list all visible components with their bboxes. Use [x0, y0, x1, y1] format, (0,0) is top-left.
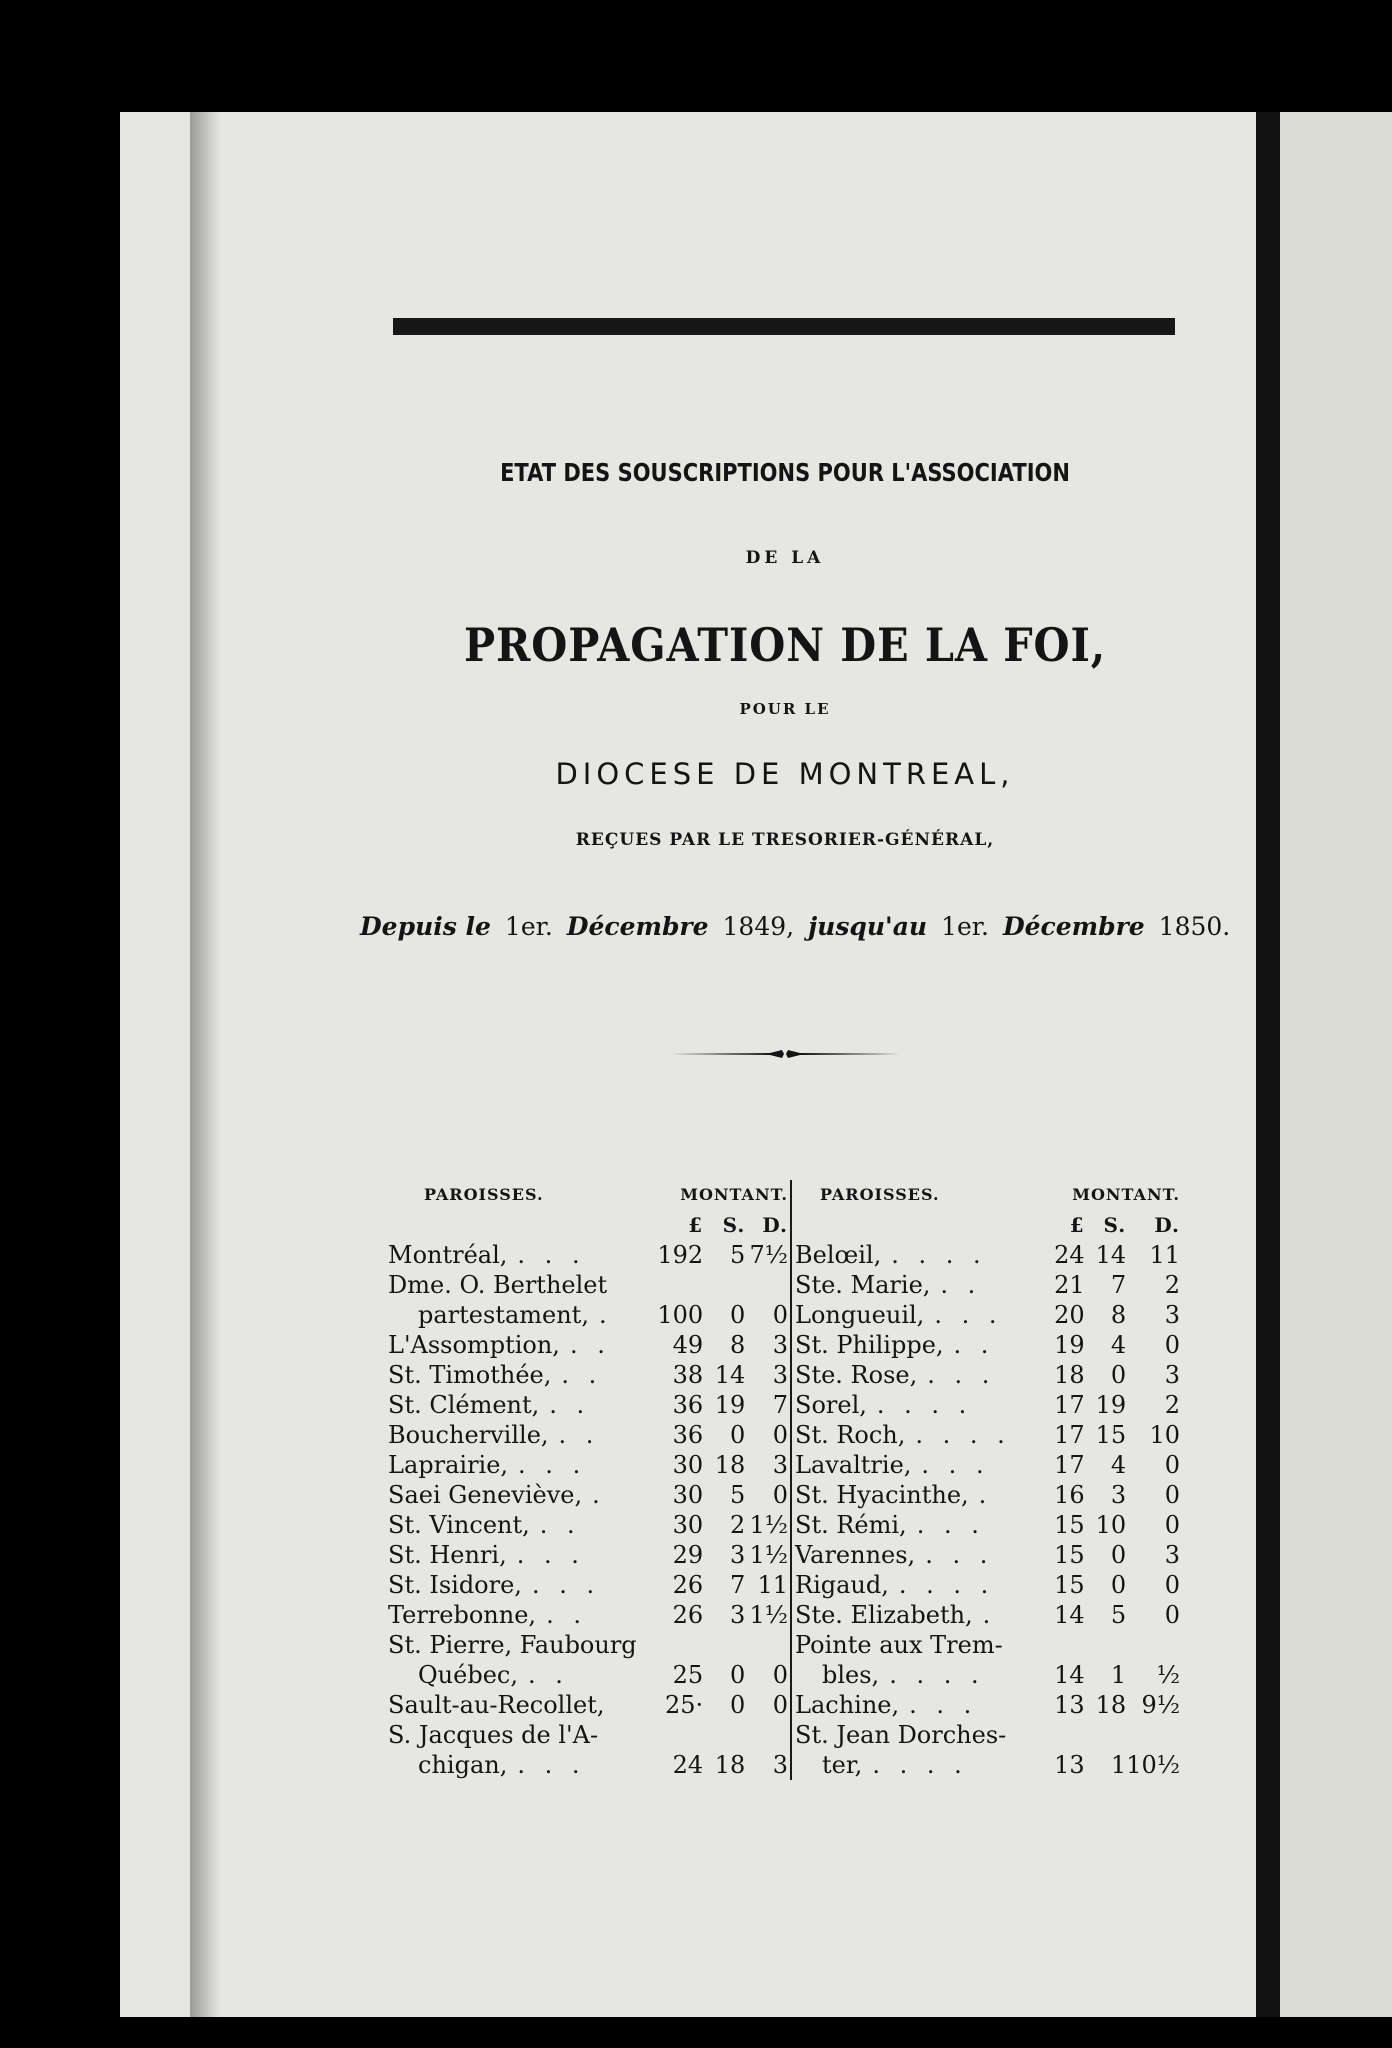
parish-label: St. Isidore, [388, 1571, 522, 1599]
table-row [388, 1390, 788, 1420]
leader-dots: . . [539, 1511, 581, 1539]
unit-pounds: £ [1069, 1213, 1085, 1237]
parish-name [791, 1360, 1037, 1390]
amount-l: 14 [1054, 1601, 1085, 1629]
amount-d: 1½ [749, 1541, 788, 1569]
parish-label: Sorel, [795, 1391, 867, 1419]
table-row [791, 1420, 1180, 1450]
leader-dots: . . . . [915, 1421, 1011, 1449]
amount-l: 13 [1054, 1751, 1085, 1779]
amount-d: 0 [772, 1481, 788, 1509]
table-row [388, 1330, 788, 1360]
leader-dots: . . . . [898, 1571, 995, 1599]
parish-name [388, 1720, 647, 1750]
amount-d [745, 1270, 788, 1300]
table-row [388, 1600, 788, 1630]
parish-label: Pointe aux Trem- [795, 1631, 1003, 1659]
amount-d [1126, 1630, 1180, 1660]
parish-name [388, 1570, 647, 1600]
amount-d: 3 [772, 1331, 788, 1359]
amount-l [647, 1270, 703, 1300]
heading-title: PROPAGATION DE LA FOI, [463, 618, 1107, 672]
leader-dots: . . . . [889, 1661, 985, 1689]
amount-l: 24 [1054, 1241, 1085, 1269]
leader-dots: . . . [927, 1361, 996, 1389]
amount-s: 8 [730, 1331, 746, 1359]
parish-name [791, 1330, 1037, 1360]
amount-l [647, 1720, 703, 1750]
parish-label: St. Hyacinthe, [795, 1481, 969, 1509]
amount-d: 7 [772, 1391, 788, 1419]
amount-d: 1½ [749, 1511, 788, 1539]
period-start-day: 1er. [504, 912, 553, 941]
parish-label: Montréal, [388, 1241, 508, 1269]
parish-label: St. Clément, [388, 1391, 540, 1419]
leader-dots: . . [561, 1361, 603, 1389]
parish-label: St. Timothée, [388, 1361, 552, 1389]
amount-d: 2 [1164, 1391, 1180, 1419]
parish-label: Varennes, [795, 1541, 916, 1569]
parish-name [791, 1300, 1037, 1330]
period-start-month: Décembre [566, 912, 709, 941]
amount-l: 29 [672, 1541, 704, 1569]
amount-s: 0 [730, 1661, 746, 1689]
parish-name [791, 1270, 1037, 1300]
leader-dots: . . . [934, 1301, 1003, 1329]
table-row [388, 1510, 788, 1540]
parish-label: ter, [822, 1751, 863, 1779]
amount-d: 0 [772, 1301, 788, 1329]
amount-s: 1 [1110, 1751, 1127, 1779]
amount-d: 2 [1164, 1271, 1180, 1299]
amount-d: 3 [772, 1451, 788, 1479]
leader-dots: . . . [518, 1451, 587, 1479]
table-row [388, 1630, 788, 1660]
leader-dots: . . [569, 1331, 611, 1359]
amount-d: 0 [772, 1691, 788, 1719]
amount-s: 4 [1110, 1331, 1127, 1359]
leader-dots: . . . [531, 1571, 601, 1599]
parish-label: Ste. Marie, [795, 1271, 931, 1299]
amount-s: 0 [730, 1301, 746, 1329]
table-row [791, 1750, 1180, 1780]
period-end-month: Décembre [1002, 912, 1145, 941]
amount-s [703, 1720, 745, 1750]
unit-shillings: S. [722, 1213, 746, 1237]
parish-label: L'Assomption, [388, 1331, 560, 1359]
parish-name [388, 1420, 647, 1450]
leader-dots: . . . [516, 1541, 585, 1569]
amount-l: 26 [672, 1601, 704, 1629]
leader-dots: . . [527, 1661, 569, 1689]
amount-l: 18 [1054, 1361, 1085, 1389]
ledger-right [790, 1180, 1180, 1780]
parish-name [791, 1690, 1037, 1720]
parish-label: Laprairie, [388, 1451, 509, 1479]
table-row [791, 1300, 1180, 1330]
col-paroisses-right: PAROISSES. [820, 1185, 940, 1204]
period-start-year: 1849, [722, 912, 795, 941]
parish-name [791, 1750, 1037, 1780]
amount-l: 17 [1054, 1451, 1085, 1479]
amount-l: 36 [672, 1421, 704, 1449]
leader-dots: . . . [517, 1241, 586, 1269]
amount-l: 15 [1054, 1511, 1085, 1539]
amount-d: 0 [1164, 1511, 1180, 1539]
amount-d: 0 [772, 1421, 788, 1449]
amount-l [1037, 1720, 1085, 1750]
table-row [791, 1660, 1180, 1690]
amount-d: 9½ [1141, 1691, 1180, 1719]
amount-s: 18 [714, 1451, 746, 1479]
amount-l [1037, 1630, 1085, 1660]
parish-name [388, 1450, 647, 1480]
parish-name [791, 1480, 1037, 1510]
amount-l: 13 [1054, 1691, 1085, 1719]
amount-l: 21 [1054, 1271, 1085, 1299]
leader-dots: . . . [921, 1451, 990, 1479]
table-row [388, 1480, 788, 1510]
amount-l: 25 [672, 1661, 704, 1689]
leader-dots: . . [558, 1421, 600, 1449]
amount-s [1085, 1630, 1127, 1660]
parish-label: Ste. Rose, [795, 1361, 918, 1389]
leader-dots: . . . [925, 1541, 994, 1569]
top-rule [393, 318, 1175, 332]
parish-label: Terrebonne, [388, 1601, 537, 1629]
amount-l: 36 [672, 1391, 704, 1419]
amount-s: 0 [730, 1421, 746, 1449]
table-row [791, 1630, 1180, 1660]
amount-l: 25· [664, 1691, 704, 1719]
leader-dots: . . [546, 1601, 587, 1629]
table-row [791, 1540, 1180, 1570]
period-end-year: 1850. [1158, 912, 1231, 941]
leader-dots: . . . . [891, 1241, 987, 1269]
parish-label: Rigaud, [795, 1571, 889, 1599]
unit-pounds: £ [688, 1213, 704, 1237]
table-row [388, 1240, 788, 1270]
table-row [791, 1240, 1180, 1270]
ledger-left [388, 1180, 788, 1780]
amount-l: 15 [1054, 1541, 1085, 1569]
parish-name [791, 1390, 1037, 1420]
leader-dots: . [978, 1481, 993, 1509]
amount-d: 3 [1164, 1301, 1180, 1329]
heading-line-1: ETAT DES SOUSCRIPTIONS POUR L'ASSOCIATION [500, 458, 1070, 487]
table-row [388, 1690, 788, 1720]
parish-name [388, 1390, 647, 1420]
amount-d: 0 [1164, 1571, 1180, 1599]
amount-l [647, 1630, 703, 1660]
parish-label: Sault-au-Recollet, [388, 1691, 605, 1719]
amount-s: 15 [1095, 1421, 1127, 1449]
col-paroisses-left: PAROISSES. [424, 1185, 544, 1204]
period-jusqu: jusqu'au [808, 912, 928, 941]
table-row [791, 1480, 1180, 1510]
parish-label: Belœil, [795, 1241, 882, 1269]
amount-d: 0 [1164, 1481, 1180, 1509]
amount-s: 0 [1110, 1361, 1127, 1389]
table-row [791, 1270, 1180, 1300]
heading-line-2: DE LA [745, 548, 825, 568]
parish-name [388, 1750, 647, 1780]
leader-dots: . . [953, 1331, 995, 1359]
table-row [791, 1720, 1180, 1750]
amount-s [703, 1270, 745, 1300]
table-row [388, 1420, 788, 1450]
leader-dots: . [982, 1601, 997, 1629]
amount-l: 49 [672, 1331, 704, 1359]
table-row [791, 1390, 1180, 1420]
leader-dots: . . [940, 1271, 982, 1299]
unit-pence: D. [1154, 1213, 1180, 1237]
parish-label: Lachine, [795, 1691, 900, 1719]
parish-label: St. Jean Dorches- [795, 1721, 1007, 1749]
amount-s: 14 [714, 1361, 746, 1389]
parish-label: chigan, [418, 1751, 508, 1779]
amount-s: 5 [1110, 1601, 1127, 1629]
parish-label: Saei Geneviève, [388, 1481, 583, 1509]
parish-name [791, 1570, 1037, 1600]
amount-d: 3 [1164, 1541, 1180, 1569]
amount-s: 10 [1095, 1511, 1127, 1539]
parish-name [791, 1240, 1037, 1270]
amount-s: 4 [1110, 1451, 1127, 1479]
amount-d [745, 1630, 788, 1660]
col-montant-right: MONTANT. [1072, 1185, 1180, 1204]
amount-d: 3 [1164, 1361, 1180, 1389]
parish-name [791, 1600, 1037, 1630]
parish-label: St. Henri, [388, 1541, 507, 1569]
parish-name [791, 1420, 1037, 1450]
amount-d: 0 [772, 1661, 788, 1689]
table-row [388, 1300, 788, 1330]
parish-label: St. Vincent, [388, 1511, 530, 1539]
amount-d [1126, 1720, 1180, 1750]
parish-name [388, 1540, 647, 1570]
parish-name [388, 1360, 647, 1390]
amount-s: 19 [1095, 1391, 1127, 1419]
table-row [388, 1570, 788, 1600]
period-depuis: Depuis le [360, 912, 491, 941]
amount-d: 10½ [1126, 1751, 1180, 1779]
amount-s: 18 [714, 1751, 746, 1779]
amount-d: 3 [772, 1361, 788, 1389]
amount-s: 3 [730, 1601, 746, 1629]
amount-d: 7½ [749, 1241, 788, 1269]
table-row [388, 1540, 788, 1570]
table-row [388, 1720, 788, 1750]
parish-label: St. Rémi, [795, 1511, 907, 1539]
parish-name [388, 1330, 647, 1360]
amount-l: 192 [657, 1241, 704, 1269]
parish-name [791, 1450, 1037, 1480]
parish-name [388, 1300, 647, 1330]
table-row [791, 1330, 1180, 1360]
table-row [388, 1270, 788, 1300]
unit-pence: D. [762, 1213, 788, 1237]
table-row [388, 1360, 788, 1390]
parish-label: S. Jacques de l'A- [388, 1721, 599, 1749]
parish-label: St. Pierre, Faubourg [388, 1631, 637, 1659]
ornament-divider-icon [670, 1049, 900, 1053]
amount-l: 15 [1054, 1571, 1085, 1599]
parish-name [791, 1540, 1037, 1570]
parish-label: Lavaltrie, [795, 1451, 912, 1479]
parish-label: Québec, [418, 1661, 518, 1689]
amount-s: 0 [1110, 1541, 1127, 1569]
parish-name [388, 1240, 647, 1270]
parish-name [388, 1690, 647, 1720]
parish-label: partestament, [418, 1301, 589, 1329]
parish-label: Dme. O. Berthelet [388, 1271, 608, 1299]
parish-name [388, 1270, 647, 1300]
amount-d: 11 [1149, 1241, 1180, 1269]
heading-line-4: POUR LE [739, 700, 831, 718]
leader-dots: . [592, 1481, 606, 1509]
period-line [360, 912, 1231, 941]
amount-s: 7 [730, 1571, 746, 1599]
amount-d: 1½ [749, 1601, 788, 1629]
amount-l: 26 [672, 1571, 704, 1599]
amount-d: 3 [772, 1751, 788, 1779]
amount-s: 5 [730, 1241, 746, 1269]
amount-s: 1 [1110, 1661, 1127, 1689]
amount-s [1085, 1720, 1127, 1750]
amount-l: 30 [672, 1481, 704, 1509]
leader-dots: . . . [517, 1751, 586, 1779]
parish-label: Longueuil, [795, 1301, 925, 1329]
unit-shillings: S. [1103, 1213, 1127, 1237]
amount-l: 100 [657, 1301, 704, 1329]
leader-dots: . . . [916, 1511, 985, 1539]
amount-l: 16 [1054, 1481, 1085, 1509]
leader-dots: . . . [909, 1691, 978, 1719]
parish-name [791, 1660, 1037, 1690]
amount-s: 3 [730, 1541, 746, 1569]
parish-name [388, 1510, 647, 1540]
parish-label: bles, [822, 1661, 880, 1689]
table-row [791, 1510, 1180, 1540]
parish-label: St. Roch, [795, 1421, 906, 1449]
parish-name [388, 1480, 647, 1510]
parish-name [388, 1660, 647, 1690]
amount-s: 14 [1095, 1241, 1127, 1269]
leader-dots: . . [549, 1391, 591, 1419]
amount-l: 30 [672, 1511, 704, 1539]
leader-dots: . . . . [872, 1751, 968, 1779]
amount-l: 17 [1054, 1421, 1085, 1449]
table-row [388, 1450, 788, 1480]
parish-name [791, 1630, 1037, 1660]
period-end-day: 1er. [941, 912, 989, 941]
amount-s: 18 [1095, 1691, 1127, 1719]
amount-d: 10 [1149, 1421, 1180, 1449]
amount-s: 0 [1110, 1571, 1127, 1599]
parish-label: Ste. Elizabeth, [795, 1601, 973, 1629]
amount-s: 5 [730, 1481, 746, 1509]
amount-d: 0 [1164, 1601, 1180, 1629]
amount-d [745, 1720, 788, 1750]
amount-l: 14 [1054, 1661, 1085, 1689]
table-row [791, 1690, 1180, 1720]
parish-label: St. Philippe, [795, 1331, 944, 1359]
heading-diocese: DIOCESE DE MONTREAL, [555, 757, 1015, 791]
amount-d: 0 [1164, 1451, 1180, 1479]
amount-l: 20 [1054, 1301, 1085, 1329]
amount-s: 2 [730, 1511, 746, 1539]
amount-s: 19 [714, 1391, 746, 1419]
parish-label: Boucherville, [388, 1421, 549, 1449]
amount-s: 8 [1110, 1301, 1127, 1329]
table-row [791, 1600, 1180, 1630]
amount-l: 38 [672, 1361, 704, 1389]
amount-l: 24 [672, 1751, 704, 1779]
table-row [791, 1570, 1180, 1600]
table-row [791, 1450, 1180, 1480]
amount-l: 19 [1054, 1331, 1085, 1359]
amount-s [703, 1630, 745, 1660]
table-row [791, 1360, 1180, 1390]
parish-name [388, 1600, 647, 1630]
amount-s: 0 [730, 1691, 746, 1719]
table-row [388, 1750, 788, 1780]
col-montant-left: MONTANT. [680, 1185, 788, 1204]
parish-name [791, 1720, 1037, 1750]
parish-name [388, 1630, 647, 1660]
amount-d: ½ [1156, 1661, 1180, 1689]
heading-line-6: REÇUES PAR LE TRESORIER-GÉNÉRAL, [575, 830, 995, 850]
leader-dots: . . . . [876, 1391, 973, 1419]
amount-s: 7 [1110, 1271, 1127, 1299]
amount-s: 3 [1110, 1481, 1127, 1509]
table-row [388, 1660, 788, 1690]
amount-d: 0 [1164, 1331, 1180, 1359]
amount-l: 30 [672, 1451, 704, 1479]
amount-d: 11 [757, 1571, 788, 1599]
leader-dots: . [598, 1301, 613, 1329]
amount-l: 17 [1054, 1391, 1085, 1419]
parish-name [791, 1510, 1037, 1540]
